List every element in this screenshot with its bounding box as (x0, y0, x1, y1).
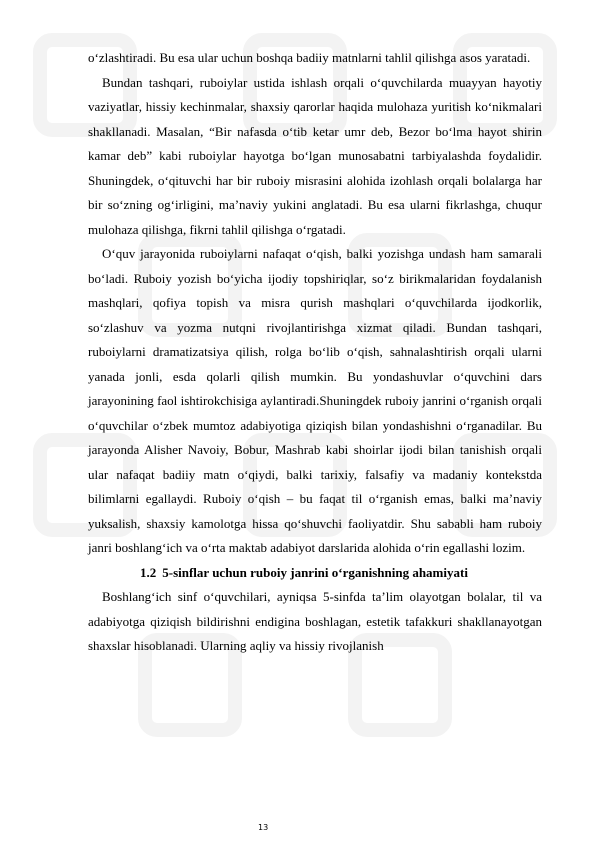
paragraph-continuation: o‘zlashtiradi. Bu esa ular uchun boshqa badiiy matnlarni tahlil qilishga asos yaratadi. (88, 50, 531, 65)
document-body (88, 46, 542, 659)
page-number: 13 (258, 823, 269, 832)
section-heading (88, 561, 542, 586)
section-number: 1.2 (140, 564, 157, 580)
paragraph: Bundan tashqari, ruboiylar ustida ishlash orqali o‘quvchilarda muayyan hayotiy vaziyatlar, hissiy kechinmalar, shaxsiy qarorlar haqida mulohaza yuritish ko‘nikmalari shakllanadi. Masalan, “Bir nafasda o‘tib ketar umr deb, Bezor bo‘lma hayot shirin kamar deb” kabi ruboiylar hayotga bo‘lgan munosabatni tarbiyalashda foydalidir. Shuningdek, o‘qituvchi har bir ruboiy misrasini alohida izohlash orqali bolalarga har bir so‘zning og‘irligini, ma’naviy yukini anglatadi. Bu esa ularni fikrlashga, chuqur mulohaza qilishga, fikrni tahlil qilishga o‘rgatadi. (88, 74, 542, 237)
paragraph: Boshlang‘ich sinf o‘quvchilari, ayniqsa 5-sinfda ta’lim olayotgan bolalar, til va adabiyotga qiziqish bildirishni endigina boshlagan, estetik tafakkuri shakllanayotgan shaxslar hisoblanadi. Ularning aqliy va hissiy rivojlanish (88, 589, 542, 653)
section-title: 5-sinflar uchun ruboiy janrini o‘rganishning ahamiyati (162, 564, 468, 580)
paragraph: O‘quv jarayonida ruboiylarni nafaqat o‘qish, balki yozishga undash ham samarali bo‘ladi. Ruboiy yozish bo‘yicha ijodiy topshiriqlar, so‘z birikmalaridan foydalanish mashqlari, qofiya topish va misra qurish mashqlari o‘quvchilarda ijodkorlik, so‘zlashuv va yozma nutqni rivojlantirishga xizmat qiladi. Bundan tashqari, ruboiylarni dramatizatsiya qilish, rolga bo‘lib o‘qish, sahnalashtirish orqali ularni yanada jonli, esda qolarli qilish mumkin. Bu yondashuvlar o‘quvchini dars jarayonining faol ishtirokchisiga aylantiradi.Shuningdek ruboiy janrini o‘rganish orqali o‘quvchilar o‘zbek mumtoz adabiyotiga qiziqish bilan yondashishni o‘rganadilar. Bu jarayonda Alisher Navoiy, Bobur, Mashrab kabi shoirlar ijodi bilan tanishish orqali ular nafaqat badiiy matn o‘qiydi, balki tarixiy, falsafiy va madaniy kontekstda bilimlarni egallaydi. Ruboiy o‘qish – bu faqat til o‘rganish emas, balki ma’naviy yuksalish, shaxsiy kamolotga hissa qo‘shuvchi faoliyatdir. Shu sababli ham ruboiy janri boshlang‘ich va o‘rta maktab adabiyot darslarida alohida o‘rin egallashi lozim. (88, 246, 542, 555)
